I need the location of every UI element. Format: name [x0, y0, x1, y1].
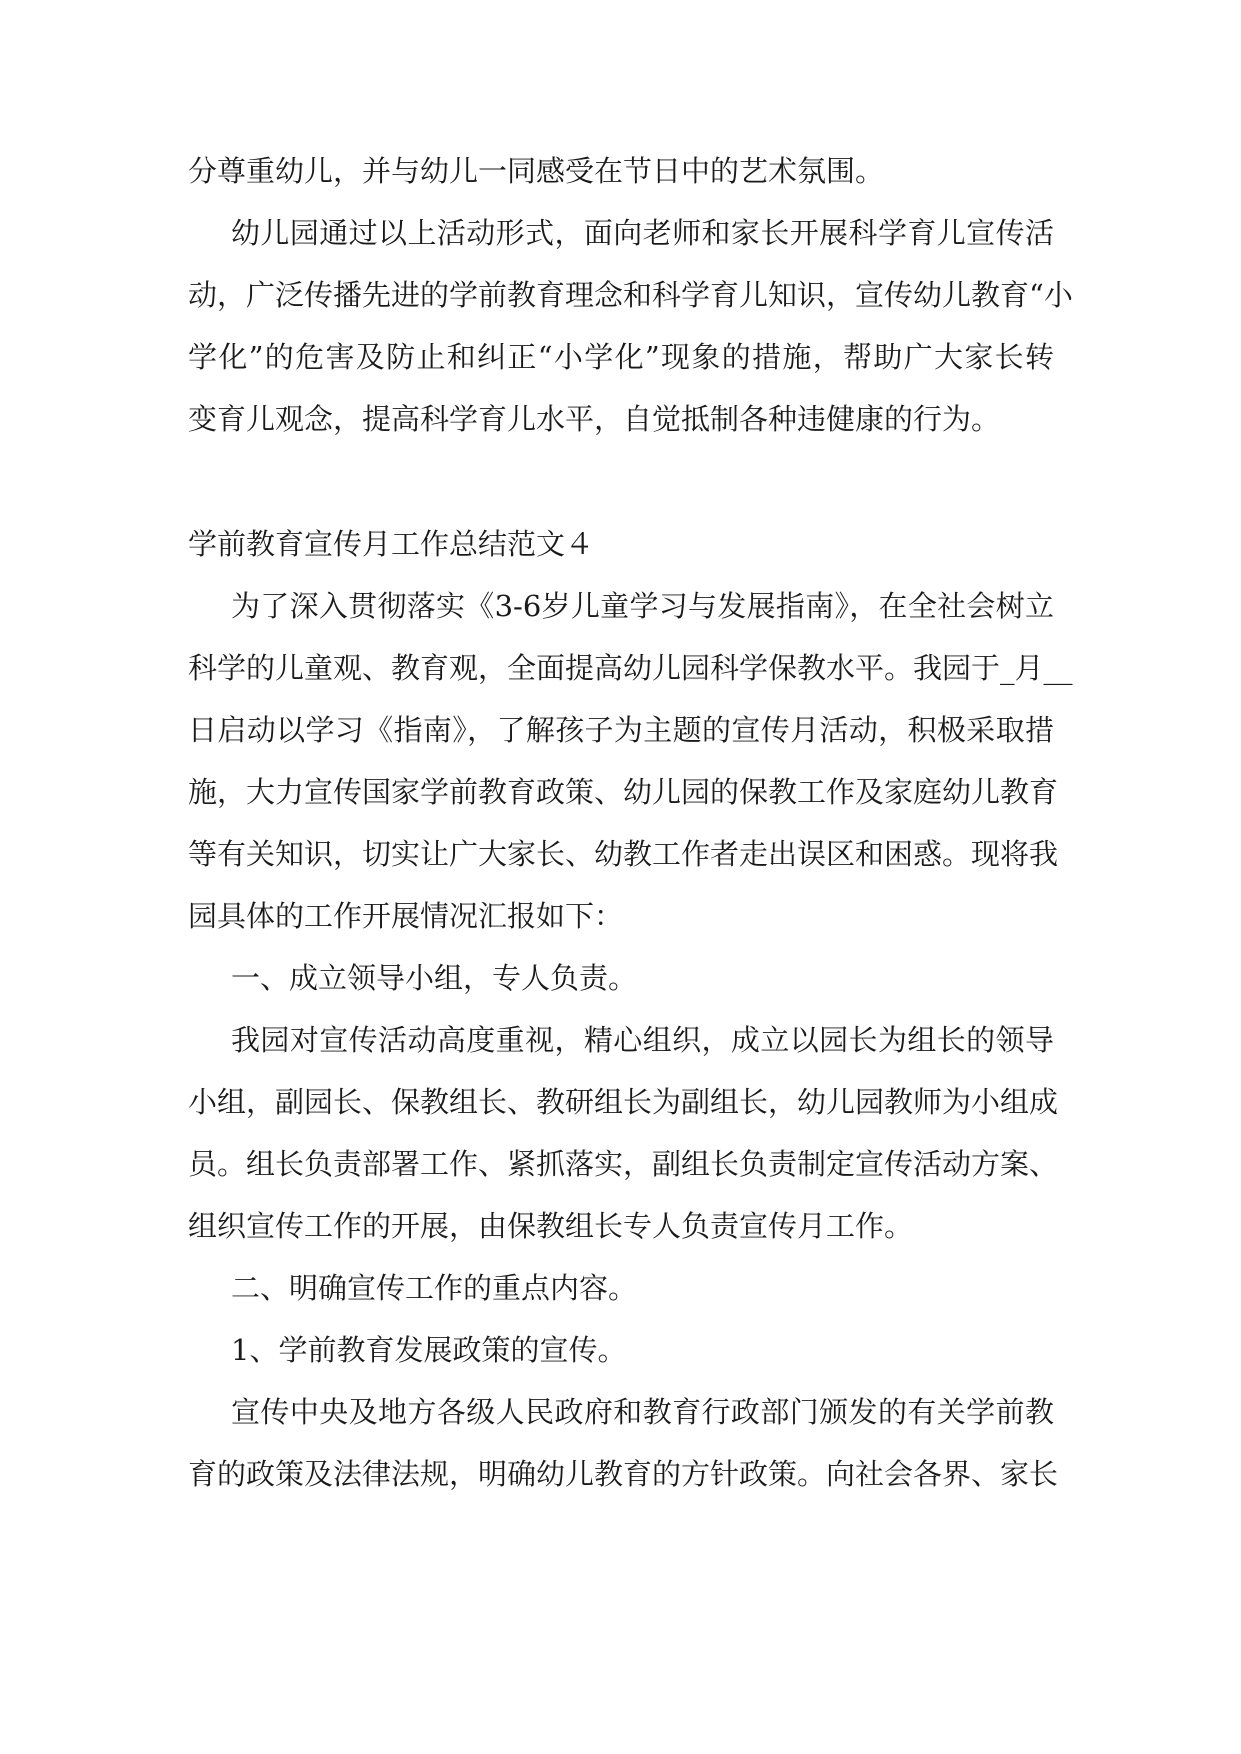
document-body	[188, 154, 1073, 1492]
section-heading: 学前教育宣传月工作总结范文４	[188, 527, 595, 561]
text-line: 育的政策及法律法规，明确幼儿教育的方针政策。向社会各界、家长	[188, 1457, 1059, 1491]
text-line: 学化”的危害及防止和纠正“小学化”现象的措施，帮助广大家长转	[188, 340, 1054, 374]
text-line: 员。组长负责部署工作、紧抓落实，副组长负责制定宣传活动方案、	[188, 1147, 1059, 1181]
text-line: 施，大力宣传国家学前教育政策、幼儿园的保教工作及家庭幼儿教育	[188, 775, 1059, 809]
paragraph	[188, 154, 1054, 189]
text-line: 小组，副园长、保教组长、教研组长为副组长，幼儿园教师为小组成	[188, 1085, 1059, 1119]
text-line: 宣传中央及地方各级人民政府和教育行政部门颁发的有关学前教	[231, 1395, 1054, 1429]
text-line: 二、明确宣传工作的重点内容。	[231, 1271, 638, 1305]
paragraph	[188, 1023, 1059, 1244]
paragraph	[188, 1333, 1054, 1368]
text-line: 变育儿观念，提高科学育儿水平，自觉抵制各种违健康的行为。	[188, 402, 1001, 436]
paragraph	[188, 1395, 1059, 1492]
text-line: 为了深入贯彻落实《3-6岁儿童学习与发展指南》，在全社会树立	[231, 589, 1054, 623]
text-line: 1、学前教育发展政策的宣传。	[231, 1333, 627, 1367]
text-line: 日启动以学习《指南》，了解孩子为主题的宣传月活动，积极采取措	[188, 713, 1054, 747]
text-line: 一、成立领导小组，专人负责。	[231, 961, 638, 995]
text-line: 园具体的工作开展情况汇报如下：	[188, 899, 624, 933]
text-line: 幼儿园通过以上活动形式，面向老师和家长开展科学育儿宣传活	[231, 216, 1054, 250]
paragraph	[188, 1271, 1054, 1306]
text-line: 组织宣传工作的开展，由保教组长专人负责宣传月工作。	[188, 1209, 914, 1243]
text-line: 分尊重幼儿，并与幼儿一同感受在节日中的艺术氛围。	[188, 154, 885, 188]
text-line: 动，广泛传播先进的学前教育理念和科学育儿知识，宣传幼儿教育“小	[188, 278, 1073, 312]
text-line: 我园对宣传活动高度重视，精心组织，成立以园长为组长的领导	[231, 1023, 1054, 1057]
paragraph	[188, 589, 1073, 934]
text-line: 等有关知识，切实让广大家长、幼教工作者走出误区和困惑。现将我	[188, 837, 1059, 871]
paragraph	[188, 216, 1073, 437]
text-line: 科学的儿童观、教育观，全面提高幼儿园科学保教水平。我园于_月__	[188, 651, 1073, 685]
paragraph	[188, 961, 1054, 996]
